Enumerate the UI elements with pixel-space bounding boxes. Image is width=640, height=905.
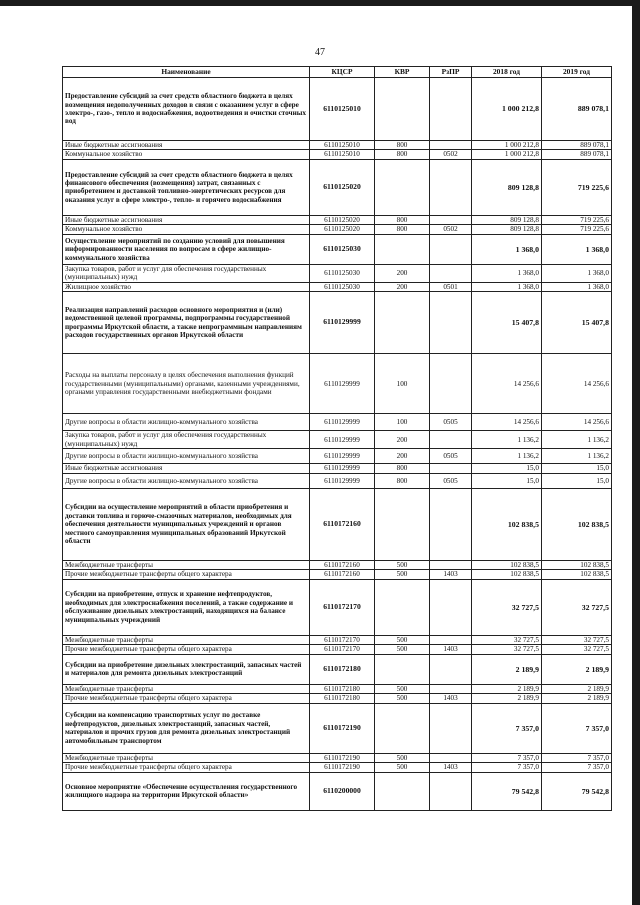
scan-right-edge bbox=[632, 0, 640, 905]
table-row bbox=[63, 579, 612, 635]
table-row bbox=[63, 150, 612, 159]
row-kvr-cell: 500 bbox=[375, 753, 430, 762]
row-kcsr-cell: 6110125010 bbox=[310, 141, 375, 150]
row-rzpr-cell: 0505 bbox=[430, 449, 472, 464]
row-2019-cell: 7 357,0 bbox=[542, 763, 612, 772]
table-row bbox=[63, 763, 612, 772]
table-row bbox=[63, 141, 612, 150]
row-rzpr-cell bbox=[430, 753, 472, 762]
row-2019-cell: 15 407,8 bbox=[542, 292, 612, 354]
row-2019-cell: 1 136,2 bbox=[542, 449, 612, 464]
table-row bbox=[63, 694, 612, 703]
row-2019-cell: 32 727,5 bbox=[542, 635, 612, 644]
row-kcsr-cell: 6110172190 bbox=[310, 753, 375, 762]
row-kcsr-cell: 6110129999 bbox=[310, 449, 375, 464]
row-2019-cell: 15,0 bbox=[542, 473, 612, 488]
row-rzpr-cell bbox=[430, 464, 472, 473]
row-kvr-cell: 500 bbox=[375, 645, 430, 654]
row-kcsr-cell: 6110125010 bbox=[310, 78, 375, 141]
table-row bbox=[63, 645, 612, 654]
table-row bbox=[63, 354, 612, 414]
row-2019-cell: 719 225,6 bbox=[542, 215, 612, 224]
row-2018-cell: 7 357,0 bbox=[472, 753, 542, 762]
row-name-cell: Предоставление субсидий за счет средств областного бюджета в целях финансового обеспечения (возмещения) затрат, связанных с приобретением и доставкой топливно-энергетических ресурсов для оказания услуг в сфере электро-, тепло- и горячего водоснабжения bbox=[63, 159, 310, 215]
row-kvr-cell bbox=[375, 703, 430, 753]
row-kvr-cell bbox=[375, 234, 430, 264]
row-rzpr-cell bbox=[430, 234, 472, 264]
table-row bbox=[63, 282, 612, 291]
row-name-cell: Межбюджетные трансферты bbox=[63, 560, 310, 569]
row-2019-cell: 1 368,0 bbox=[542, 234, 612, 264]
row-kcsr-cell: 6110172160 bbox=[310, 570, 375, 579]
row-kvr-cell: 800 bbox=[375, 141, 430, 150]
row-2018-cell: 809 128,8 bbox=[472, 215, 542, 224]
row-rzpr-cell bbox=[430, 431, 472, 449]
row-kcsr-cell: 6110125030 bbox=[310, 234, 375, 264]
row-kvr-cell: 500 bbox=[375, 635, 430, 644]
table-row bbox=[63, 473, 612, 488]
row-2019-cell: 79 542,8 bbox=[542, 772, 612, 810]
row-name-cell: Иные бюджетные ассигнования bbox=[63, 464, 310, 473]
row-name-cell: Предоставление субсидий за счет средств областного бюджета в целях возмещения недополученных доходов в связи с оказанием услуг в сфере электро-, газо-, тепло и водоснабжения, водоотведения и очистки сточных вод bbox=[63, 78, 310, 141]
row-2018-cell: 32 727,5 bbox=[472, 645, 542, 654]
row-2018-cell: 32 727,5 bbox=[472, 579, 542, 635]
row-kcsr-cell: 6110125030 bbox=[310, 264, 375, 282]
row-kcsr-cell: 6110129999 bbox=[310, 464, 375, 473]
row-kcsr-cell: 6110172190 bbox=[310, 703, 375, 753]
row-2018-cell: 79 542,8 bbox=[472, 772, 542, 810]
row-name-cell: Другие вопросы в области жилищно-коммунального хозяйства bbox=[63, 449, 310, 464]
col-header-rzpr: РзПР bbox=[430, 67, 472, 78]
row-name-cell: Межбюджетные трансферты bbox=[63, 684, 310, 693]
row-kcsr-cell: 6110172180 bbox=[310, 684, 375, 693]
row-kcsr-cell: 6110125020 bbox=[310, 215, 375, 224]
row-kvr-cell: 200 bbox=[375, 431, 430, 449]
row-kvr-cell: 800 bbox=[375, 473, 430, 488]
row-name-cell: Коммунальное хозяйство bbox=[63, 225, 310, 234]
row-2019-cell: 102 838,5 bbox=[542, 570, 612, 579]
row-kcsr-cell: 6110172180 bbox=[310, 654, 375, 684]
row-name-cell: Коммунальное хозяйство bbox=[63, 150, 310, 159]
row-kcsr-cell: 6110172170 bbox=[310, 645, 375, 654]
row-rzpr-cell bbox=[430, 684, 472, 693]
row-name-cell: Субсидии на компенсацию транспортных услуг по доставке нефтепродуктов, дизельных электростанций, запасных частей, материалов и прочих грузов для ремонта дизельных электростанций автомобильным транспортом bbox=[63, 703, 310, 753]
row-kcsr-cell: 6110172170 bbox=[310, 635, 375, 644]
row-name-cell: Субсидии на приобретение, отпуск и хранение нефтепродуктов, необходимых для электроснабжения поселений, а также содержание и обслуживание дизельных электростанций, находящихся на балансе муниципальных учреждений bbox=[63, 579, 310, 635]
row-name-cell: Другие вопросы в области жилищно-коммунального хозяйства bbox=[63, 473, 310, 488]
row-2018-cell: 1 368,0 bbox=[472, 264, 542, 282]
row-rzpr-cell bbox=[430, 560, 472, 569]
row-kcsr-cell: 6110129999 bbox=[310, 473, 375, 488]
col-header-name: Наименование bbox=[63, 67, 310, 78]
row-kvr-cell: 500 bbox=[375, 694, 430, 703]
row-rzpr-cell bbox=[430, 159, 472, 215]
row-2019-cell: 7 357,0 bbox=[542, 703, 612, 753]
row-rzpr-cell bbox=[430, 354, 472, 414]
row-name-cell: Закупка товаров, работ и услуг для обеспечения государственных (муниципальных) нужд bbox=[63, 431, 310, 449]
row-kvr-cell: 100 bbox=[375, 414, 430, 431]
row-name-cell: Осуществление мероприятий по созданию условий для повышения информированности населения по вопросам в сфере жилищно-коммунального хозяйства bbox=[63, 234, 310, 264]
row-kvr-cell: 500 bbox=[375, 684, 430, 693]
row-rzpr-cell: 0502 bbox=[430, 225, 472, 234]
row-name-cell: Иные бюджетные ассигнования bbox=[63, 141, 310, 150]
row-2018-cell: 7 357,0 bbox=[472, 703, 542, 753]
table-row bbox=[63, 654, 612, 684]
scan-top-edge bbox=[0, 0, 640, 6]
row-kcsr-cell: 6110129999 bbox=[310, 292, 375, 354]
row-kvr-cell: 500 bbox=[375, 570, 430, 579]
row-2019-cell: 719 225,6 bbox=[542, 225, 612, 234]
row-kcsr-cell: 6110129999 bbox=[310, 431, 375, 449]
row-kvr-cell: 800 bbox=[375, 225, 430, 234]
row-kvr-cell bbox=[375, 78, 430, 141]
col-header-kcsr: КЦСР bbox=[310, 67, 375, 78]
row-2018-cell: 2 189,9 bbox=[472, 694, 542, 703]
row-rzpr-cell bbox=[430, 488, 472, 560]
row-kcsr-cell: 6110125020 bbox=[310, 159, 375, 215]
table-row bbox=[63, 234, 612, 264]
row-2018-cell: 809 128,8 bbox=[472, 159, 542, 215]
row-2018-cell: 7 357,0 bbox=[472, 763, 542, 772]
row-kcsr-cell: 6110172190 bbox=[310, 763, 375, 772]
row-2018-cell: 2 189,9 bbox=[472, 684, 542, 693]
row-2018-cell: 809 128,8 bbox=[472, 225, 542, 234]
row-rzpr-cell bbox=[430, 772, 472, 810]
page-number: 47 bbox=[315, 47, 325, 58]
table-row bbox=[63, 264, 612, 282]
col-header-kvr: КВР bbox=[375, 67, 430, 78]
table-row bbox=[63, 414, 612, 431]
row-2019-cell: 7 357,0 bbox=[542, 753, 612, 762]
row-kvr-cell: 800 bbox=[375, 150, 430, 159]
row-rzpr-cell: 0501 bbox=[430, 282, 472, 291]
row-2019-cell: 889 078,1 bbox=[542, 150, 612, 159]
table-row bbox=[63, 570, 612, 579]
row-rzpr-cell: 1403 bbox=[430, 645, 472, 654]
row-2019-cell: 14 256,6 bbox=[542, 414, 612, 431]
row-2019-cell: 1 136,2 bbox=[542, 431, 612, 449]
row-kvr-cell bbox=[375, 579, 430, 635]
row-2019-cell: 102 838,5 bbox=[542, 488, 612, 560]
row-rzpr-cell: 0505 bbox=[430, 414, 472, 431]
row-name-cell: Расходы на выплаты персоналу в целях обеспечения выполнения функций государственными (муниципальными) органами, казенными учреждениями, органами управления государственными внебюджетными фондами bbox=[63, 354, 310, 414]
row-kvr-cell: 200 bbox=[375, 264, 430, 282]
row-2018-cell: 15,0 bbox=[472, 464, 542, 473]
row-name-cell: Субсидии на осуществление мероприятий в области приобретения и доставки топлива и горюче-смазочных материалов, необходимых для обеспечения деятельности муниципальных учреждений и органов местного самоуправления муниципальных образований Иркутской области bbox=[63, 488, 310, 560]
row-kcsr-cell: 6110172160 bbox=[310, 560, 375, 569]
row-kcsr-cell: 6110129999 bbox=[310, 414, 375, 431]
row-2019-cell: 2 189,9 bbox=[542, 694, 612, 703]
row-2019-cell: 102 838,5 bbox=[542, 560, 612, 569]
col-header-2019: 2019 год bbox=[542, 67, 612, 78]
row-kvr-cell bbox=[375, 772, 430, 810]
row-name-cell: Основное мероприятие «Обеспечение осуществления государственного жилищного надзора на территории Иркутской области» bbox=[63, 772, 310, 810]
row-rzpr-cell bbox=[430, 635, 472, 644]
row-name-cell: Прочие межбюджетные трансферты общего характера bbox=[63, 645, 310, 654]
row-2018-cell: 102 838,5 bbox=[472, 488, 542, 560]
budget-table bbox=[62, 66, 612, 811]
row-kvr-cell bbox=[375, 159, 430, 215]
row-2018-cell: 1 000 212,8 bbox=[472, 141, 542, 150]
row-kvr-cell: 800 bbox=[375, 464, 430, 473]
row-kcsr-cell: 6110125010 bbox=[310, 150, 375, 159]
row-2018-cell: 102 838,5 bbox=[472, 560, 542, 569]
col-header-2018: 2018 год bbox=[472, 67, 542, 78]
row-rzpr-cell: 1403 bbox=[430, 694, 472, 703]
row-2019-cell: 14 256,6 bbox=[542, 354, 612, 414]
row-rzpr-cell bbox=[430, 703, 472, 753]
table-row bbox=[63, 215, 612, 224]
table-row bbox=[63, 225, 612, 234]
row-kvr-cell bbox=[375, 292, 430, 354]
row-2018-cell: 14 256,6 bbox=[472, 414, 542, 431]
row-2018-cell: 1 368,0 bbox=[472, 282, 542, 291]
row-kvr-cell: 500 bbox=[375, 763, 430, 772]
row-2018-cell: 32 727,5 bbox=[472, 635, 542, 644]
table-row bbox=[63, 488, 612, 560]
row-name-cell: Межбюджетные трансферты bbox=[63, 753, 310, 762]
row-rzpr-cell bbox=[430, 215, 472, 224]
row-name-cell: Прочие межбюджетные трансферты общего характера bbox=[63, 570, 310, 579]
row-2019-cell: 1 368,0 bbox=[542, 264, 612, 282]
row-2019-cell: 2 189,9 bbox=[542, 684, 612, 693]
row-2018-cell: 14 256,6 bbox=[472, 354, 542, 414]
row-kvr-cell: 800 bbox=[375, 215, 430, 224]
table-header-row bbox=[63, 67, 612, 78]
table-row bbox=[63, 78, 612, 141]
row-name-cell: Закупка товаров, работ и услуг для обеспечения государственных (муниципальных) нужд bbox=[63, 264, 310, 282]
row-kvr-cell bbox=[375, 488, 430, 560]
row-rzpr-cell: 0505 bbox=[430, 473, 472, 488]
row-name-cell: Прочие межбюджетные трансферты общего характера bbox=[63, 694, 310, 703]
table-row bbox=[63, 635, 612, 644]
row-2018-cell: 15,0 bbox=[472, 473, 542, 488]
row-2018-cell: 1 136,2 bbox=[472, 449, 542, 464]
row-2018-cell: 102 838,5 bbox=[472, 570, 542, 579]
row-2019-cell: 1 368,0 bbox=[542, 282, 612, 291]
row-2018-cell: 1 368,0 bbox=[472, 234, 542, 264]
row-kvr-cell: 500 bbox=[375, 560, 430, 569]
table-row bbox=[63, 449, 612, 464]
table-row bbox=[63, 560, 612, 569]
row-kcsr-cell: 6110172160 bbox=[310, 488, 375, 560]
row-2019-cell: 889 078,1 bbox=[542, 141, 612, 150]
row-rzpr-cell bbox=[430, 654, 472, 684]
row-rzpr-cell: 0502 bbox=[430, 150, 472, 159]
row-2019-cell: 719 225,6 bbox=[542, 159, 612, 215]
row-kcsr-cell: 6110200000 bbox=[310, 772, 375, 810]
row-2019-cell: 32 727,5 bbox=[542, 579, 612, 635]
table-row bbox=[63, 464, 612, 473]
row-rzpr-cell bbox=[430, 264, 472, 282]
row-kvr-cell: 100 bbox=[375, 354, 430, 414]
row-rzpr-cell bbox=[430, 292, 472, 354]
row-2018-cell: 1 136,2 bbox=[472, 431, 542, 449]
row-rzpr-cell bbox=[430, 579, 472, 635]
table-row bbox=[63, 684, 612, 693]
row-kcsr-cell: 6110125030 bbox=[310, 282, 375, 291]
row-2019-cell: 32 727,5 bbox=[542, 645, 612, 654]
table-row bbox=[63, 753, 612, 762]
row-2018-cell: 1 000 212,8 bbox=[472, 150, 542, 159]
row-name-cell: Прочие межбюджетные трансферты общего характера bbox=[63, 763, 310, 772]
row-kvr-cell: 200 bbox=[375, 282, 430, 291]
row-2019-cell: 889 078,1 bbox=[542, 78, 612, 141]
row-rzpr-cell: 1403 bbox=[430, 763, 472, 772]
row-name-cell: Другие вопросы в области жилищно-коммунального хозяйства bbox=[63, 414, 310, 431]
row-name-cell: Межбюджетные трансферты bbox=[63, 635, 310, 644]
row-2019-cell: 15,0 bbox=[542, 464, 612, 473]
row-2018-cell: 15 407,8 bbox=[472, 292, 542, 354]
table-row bbox=[63, 431, 612, 449]
row-name-cell: Иные бюджетные ассигнования bbox=[63, 215, 310, 224]
row-name-cell: Жилищное хозяйство bbox=[63, 282, 310, 291]
row-kcsr-cell: 6110129999 bbox=[310, 354, 375, 414]
row-kcsr-cell: 6110172170 bbox=[310, 579, 375, 635]
row-rzpr-cell: 1403 bbox=[430, 570, 472, 579]
row-kcsr-cell: 6110125020 bbox=[310, 225, 375, 234]
row-kvr-cell bbox=[375, 654, 430, 684]
row-rzpr-cell bbox=[430, 78, 472, 141]
row-kvr-cell: 200 bbox=[375, 449, 430, 464]
row-2018-cell: 1 000 212,8 bbox=[472, 78, 542, 141]
row-2019-cell: 2 189,9 bbox=[542, 654, 612, 684]
row-rzpr-cell bbox=[430, 141, 472, 150]
table-body bbox=[63, 78, 612, 811]
row-2018-cell: 2 189,9 bbox=[472, 654, 542, 684]
table-row bbox=[63, 772, 612, 810]
table-row bbox=[63, 159, 612, 215]
row-kcsr-cell: 6110172180 bbox=[310, 694, 375, 703]
row-name-cell: Субсидии на приобретение дизельных электростанций, запасных частей и материалов для ремонта дизельных электростанций bbox=[63, 654, 310, 684]
table-row bbox=[63, 703, 612, 753]
table-row bbox=[63, 292, 612, 354]
row-name-cell: Реализация направлений расходов основного мероприятия и (или) ведомственной целевой программы, подпрограммы государственной программы Иркутской области, а также непрограммным направлениям расходов государственных органов Иркутской области bbox=[63, 292, 310, 354]
